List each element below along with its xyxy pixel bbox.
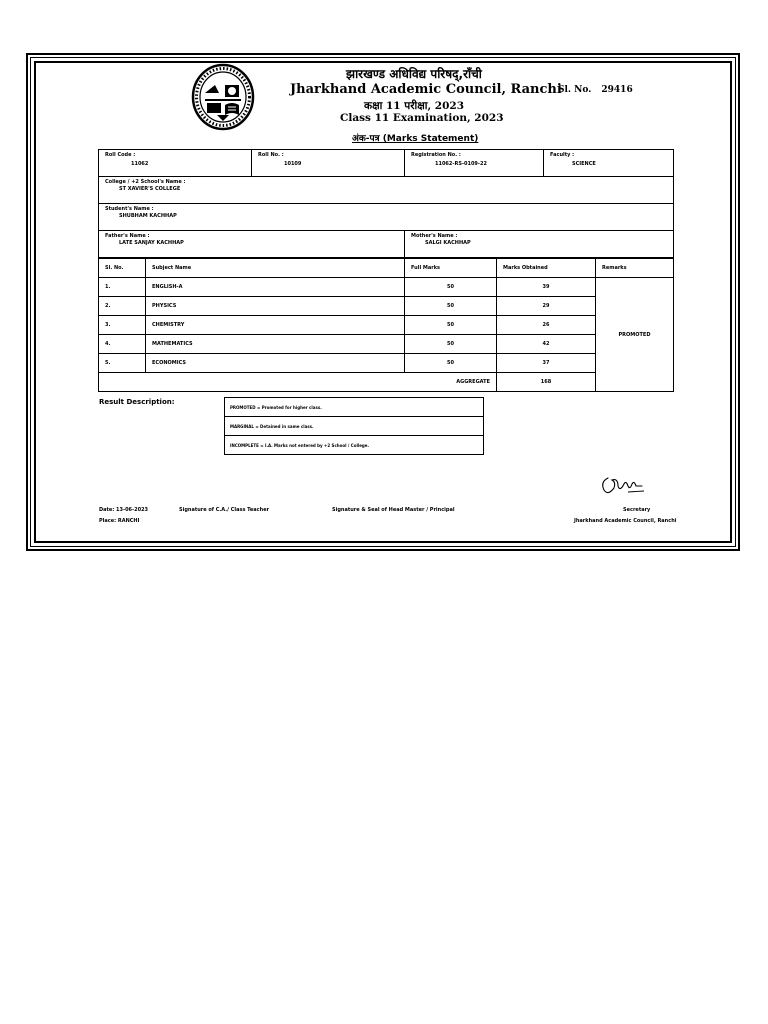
mother-name-label: Mother's Name : — [411, 233, 458, 239]
row-subject: CHEMISTRY — [146, 316, 405, 335]
mother-name-cell — [405, 231, 674, 258]
row-sl-no: 3. — [99, 316, 146, 335]
row-marks-obtained: 26 — [497, 316, 596, 335]
row-subject: MATHEMATICS — [146, 335, 405, 354]
student-name-cell — [99, 204, 674, 231]
legend-marginal: MARGINAL = Detained in same class. — [225, 417, 484, 436]
header-sl-no: Sl. No. — [99, 259, 146, 278]
council-name-english: Jharkhand Academic Council, Ranchi — [290, 82, 562, 97]
registration-value: 11062-RS-0109-22 — [435, 161, 487, 167]
mother-name-value: SALGI KACHHAP — [425, 240, 471, 246]
faculty-cell — [544, 150, 674, 177]
table-row — [99, 354, 674, 373]
row-subject: PHYSICS — [146, 297, 405, 316]
secretary-organization: Jharkhand Academic Council, Ranchi — [574, 518, 677, 524]
council-seal-logo — [191, 63, 255, 131]
college-value: ST XAVIER'S COLLEGE — [119, 186, 181, 192]
aggregate-row — [99, 373, 674, 392]
registration-label: Registration No. : — [411, 152, 461, 158]
roll-code-value: 11062 — [131, 161, 149, 167]
father-name-value: LATE SANJAY KACHHAP — [119, 240, 184, 246]
row-sl-no: 5. — [99, 354, 146, 373]
row-marks-obtained: 42 — [497, 335, 596, 354]
header-marks-obtained: Marks Obtained — [497, 259, 596, 278]
principal-signature-label: Signature & Seal of Head Master / Principal — [332, 507, 455, 513]
father-name-label: Father's Name : — [105, 233, 150, 239]
faculty-label: Faculty : — [550, 152, 575, 158]
serial-number-value: 29416 — [601, 85, 633, 95]
roll-no-label: Roll No. : — [258, 152, 284, 158]
row-sl-no: 2. — [99, 297, 146, 316]
council-name-hindi: झारखण्ड अधिविद्य परिषद्,राँची — [346, 67, 482, 81]
table-row — [99, 278, 674, 297]
class-teacher-signature-label: Signature of C.A./ Class Teacher — [179, 507, 270, 513]
marks-table — [98, 258, 674, 392]
college-label: College / +2 School's Name : — [105, 179, 186, 185]
roll-no-value: 10109 — [284, 161, 302, 167]
secretary-signature — [598, 472, 646, 498]
row-full-marks: 50 — [405, 354, 497, 373]
issue-date: Date: 13-06-2023 — [99, 507, 149, 513]
remarks-cell: PROMOTED — [596, 278, 674, 392]
row-full-marks: 50 — [405, 316, 497, 335]
roll-no-cell — [252, 150, 405, 177]
marks-statement-title: अंक-पत्र (Marks Statement) — [352, 134, 479, 144]
row-subject: ECONOMICS — [146, 354, 405, 373]
header-subject: Subject Name — [146, 259, 405, 278]
row-marks-obtained: 37 — [497, 354, 596, 373]
legend-incomplete: INCOMPLETE = I.A. Marks not entered by +2 School / College. — [225, 436, 484, 455]
table-row — [99, 316, 674, 335]
aggregate-label: AGGREGATE — [99, 373, 497, 392]
header-full-marks: Full Marks — [405, 259, 497, 278]
secretary-title: Secretary — [623, 507, 651, 513]
issue-place: Place: RANCHI — [99, 518, 140, 524]
row-subject: ENGLISH-A — [146, 278, 405, 297]
aggregate-value: 168 — [497, 373, 596, 392]
exam-title-hindi: कक्षा 11 परीक्षा, 2023 — [364, 100, 464, 112]
exam-title-english: Class 11 Examination, 2023 — [340, 112, 504, 124]
row-full-marks: 50 — [405, 335, 497, 354]
header-remarks: Remarks — [596, 259, 674, 278]
college-cell — [99, 177, 674, 204]
student-name-label: Student's Name : — [105, 206, 154, 212]
registration-cell — [405, 150, 544, 177]
father-name-cell — [99, 231, 405, 258]
student-info-table — [98, 149, 674, 258]
row-full-marks: 50 — [405, 297, 497, 316]
student-name-value: SHUBHAM KACHHAP — [119, 213, 177, 219]
legend-promoted: PROMOTED = Promoted for higher class. — [225, 398, 484, 417]
row-marks-obtained: 29 — [497, 297, 596, 316]
serial-number — [558, 85, 633, 95]
row-full-marks: 50 — [405, 278, 497, 297]
roll-code-label: Roll Code : — [105, 152, 136, 158]
table-row — [99, 335, 674, 354]
result-description-label: Result Description: — [99, 398, 175, 406]
serial-number-label: Sl. No. — [558, 85, 592, 95]
roll-code-cell — [99, 150, 252, 177]
row-sl-no: 1. — [99, 278, 146, 297]
faculty-value: SCIENCE — [572, 161, 596, 167]
row-sl-no: 4. — [99, 335, 146, 354]
table-row — [99, 297, 674, 316]
row-marks-obtained: 39 — [497, 278, 596, 297]
result-legend-table — [224, 397, 484, 455]
